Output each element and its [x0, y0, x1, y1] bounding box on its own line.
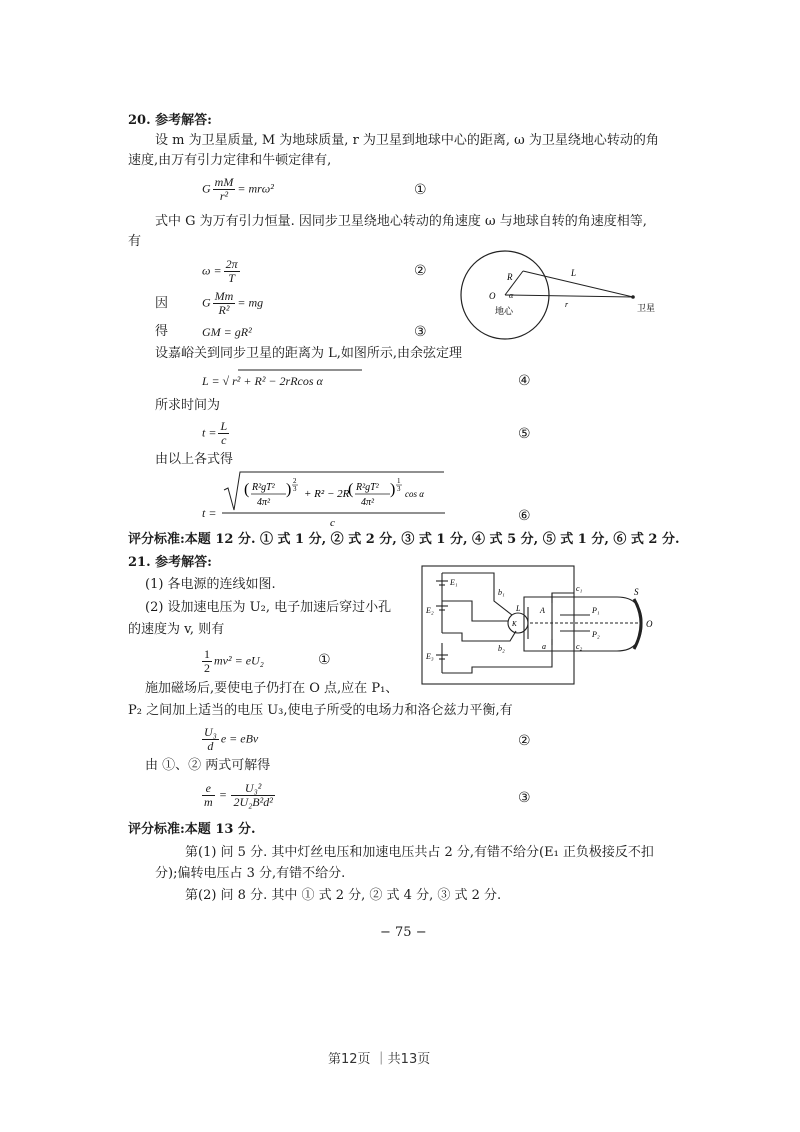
- svg-text:3: 3: [293, 485, 297, 493]
- q20-equation-6-body: [222, 470, 447, 530]
- q21-p3-line1: 施加磁场后,要使电子仍打在 O 点,应在 P₁、: [145, 681, 399, 696]
- svg-text:4π²: 4π²: [257, 497, 271, 508]
- q20-scoring: 评分标准:本题 12 分. ① 式 1 分, ② 式 2 分, ③ 式 1 分, ④ 式 5 分, ⑤ 式 1 分, ⑥ 式 2 分.: [128, 532, 680, 547]
- q20-de: 得: [155, 324, 169, 339]
- fig2-b2: b₂: [498, 644, 505, 653]
- fig2-A: A: [540, 606, 545, 615]
- q20-equation-1: G $\frac{mM}{\text{r²}}$ = mrω²: [202, 175, 274, 203]
- q21-scoring-line1: 第(1) 问 5 分. 其中灯丝电压和加速电压共占 2 分,有错不给分(E₁ 正负极接反不扣: [185, 845, 654, 860]
- q20-intro-line1: 设 m 为卫星质量, M 为地球质量, r 为卫星到地球中心的距离, ω 为卫星绕地心转动的角: [155, 133, 659, 148]
- q20-equation-2: ω = $\frac{2\pi}{T}$: [202, 257, 238, 285]
- fig1-label-O: O: [489, 291, 496, 301]
- svg-text:): ): [390, 481, 396, 498]
- satellite-geometry-figure: [455, 235, 665, 340]
- fig2-c1: c₁: [576, 584, 583, 593]
- svg-text:(: (: [348, 481, 354, 498]
- fig2-E3: E₃: [426, 652, 434, 661]
- fig2-S: S: [634, 587, 639, 597]
- q20-eq3-label: ③: [414, 324, 427, 340]
- svg-text:4π²: 4π²: [361, 497, 375, 508]
- sqrt-overbar-4: [238, 369, 364, 377]
- q20-eq1-label: ①: [414, 182, 427, 198]
- fig2-P1: P₁: [592, 606, 600, 615]
- page-footer: 第12页 ｜共13页: [328, 1052, 431, 1067]
- fig2-O: O: [646, 619, 653, 629]
- q20-text2-line2: 有: [128, 234, 142, 249]
- q20-heading: 20. 参考解答:: [128, 113, 212, 128]
- svg-text:+ R² − 2R: + R² − 2R: [304, 488, 350, 500]
- page-number: − 75 −: [380, 925, 427, 940]
- q20-equation-5: t = $\frac{L}{c}$: [202, 419, 228, 447]
- svg-text:R²gT²: R²gT²: [356, 482, 379, 493]
- svg-text:cos α: cos α: [405, 489, 424, 499]
- q21-equation-3: $\frac{e}{m}$ = $\frac{\text{U₃²}}{\text{2U₂B²d²}}$: [204, 781, 273, 809]
- q21-equation-1: $\frac{1}{2}$ mv² = eU₂: [204, 647, 264, 675]
- q20-equation-4: L = √ r² + R² − 2rRcos α: [202, 374, 323, 388]
- q21-heading: 21. 参考解答:: [128, 555, 212, 570]
- svg-text:R²gT²: R²gT²: [252, 482, 275, 493]
- fig2-c2: c₂: [576, 642, 583, 651]
- q20-text3: 设嘉峪关到同步卫星的距离为 L,如图所示,由余弦定理: [155, 346, 463, 361]
- q21-eq2-label: ②: [518, 733, 531, 749]
- fig1-label-alpha: α: [509, 291, 514, 300]
- q21-scoring-heading: 评分标准:本题 13 分.: [128, 822, 256, 837]
- fig2-P2: P₂: [592, 630, 600, 639]
- fig2-a: a: [542, 642, 546, 651]
- svg-text:): ): [286, 481, 292, 498]
- fig1-label-R: R: [507, 272, 513, 282]
- q20-eq4-label: ④: [518, 373, 531, 389]
- q21-eq3-label: ③: [518, 790, 531, 806]
- q21-eq1-label: ①: [318, 652, 331, 668]
- q20-equation-3: GM = gR²: [202, 325, 252, 339]
- q20-yin: 因: [155, 296, 169, 311]
- q21-p2-line2: 的速度为 v, 则有: [128, 622, 225, 637]
- q21-scoring-line2: 分);偏转电压占 3 分,有错不给分.: [155, 866, 346, 881]
- q21-scoring-line3: 第(2) 问 8 分. 其中 ① 式 2 分, ② 式 4 分, ③ 式 2 分.: [185, 888, 502, 903]
- fig1-label-L: L: [571, 268, 577, 278]
- svg-text:1: 1: [397, 477, 401, 485]
- q20-intro-line2: 速度,由万有引力定律和牛顿定律有,: [128, 153, 332, 168]
- fig2-L: L: [516, 604, 521, 613]
- fig1-label-satellite: 卫星: [637, 303, 656, 313]
- q20-text4: 所求时间为: [155, 398, 221, 413]
- q20-eq6-label: ⑥: [518, 508, 531, 524]
- fig2-E2: E₂: [426, 606, 434, 615]
- q21-p4: 由 ①、② 两式可解得: [145, 758, 271, 773]
- fig1-label-r: r: [565, 300, 569, 309]
- svg-text:3: 3: [397, 485, 401, 493]
- crt-circuit-figure: [412, 563, 662, 688]
- svg-text:2: 2: [293, 477, 297, 485]
- q20-text2-line1: 式中 G 为万有引力恒量. 因同步卫星绕地心转动的角速度 ω 与地球自转的角速度相等,: [155, 214, 647, 229]
- fig2-b1: b₁: [498, 588, 505, 597]
- q21-p2-line1: (2) 设加速电压为 U₂, 电子加速后穿过小孔: [145, 600, 392, 615]
- fig2-E1: E₁: [450, 578, 458, 587]
- q20-eq2-label: ②: [414, 263, 427, 279]
- q20-equation-6-lhs: t =: [202, 506, 217, 520]
- q20-equation-g: G $\frac{Mm}{\text{R²}}$ = mg: [202, 289, 264, 317]
- q20-text5: 由以上各式得: [155, 452, 234, 467]
- q20-eq5-label: ⑤: [518, 426, 531, 442]
- svg-text:(: (: [244, 481, 250, 498]
- q21-p1: (1) 各电源的连线如图.: [145, 577, 276, 592]
- q21-equation-2: $\frac{\text{U₃}}{d}$ e = eBv: [204, 725, 259, 753]
- q20-eq6-den: c: [330, 517, 335, 529]
- fig2-K: K: [512, 620, 517, 628]
- q21-p3-line2: P₂ 之间加上适当的电压 U₃,使电子所受的电场力和洛仑兹力平衡,有: [128, 703, 513, 718]
- fig1-label-center: 地心: [495, 306, 514, 316]
